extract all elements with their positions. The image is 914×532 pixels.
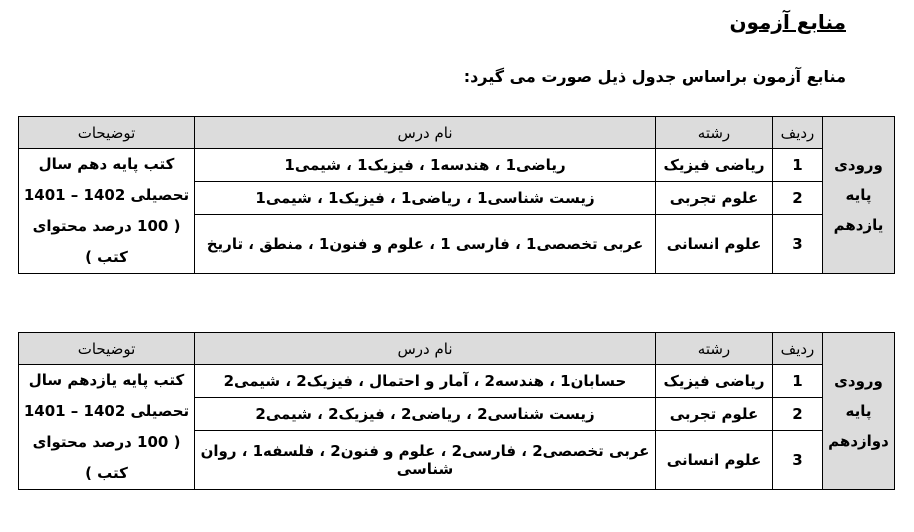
table-header-row [19,117,895,149]
header-row-number: ردیف [773,117,823,149]
field-name: علوم انسانی [656,215,773,274]
header-field: رشته [656,117,773,149]
description-line: تحصیلی 1402 – 1401 [23,402,190,420]
header-row-number: ردیف [773,333,823,365]
description-line: ( 100 درصد محتوای [32,433,181,451]
description-line: ( 100 درصد محتوای [32,217,181,235]
header-lessons: نام درس [195,333,656,365]
entry-line: ورودی [834,156,883,174]
description-line: کتب پایه دهم سال [38,155,175,173]
header-field: رشته [656,333,773,365]
entry-line: یازدهم [833,216,884,234]
field-name: علوم تجربی [656,182,773,215]
entry-grade-cell [823,117,895,274]
lesson-list: زیست شناسی1 ، ریاضی1 ، فیزیک1 ، شیمی1 [195,182,656,215]
header-description: توضیحات [19,117,195,149]
entry-line: دوازدهم [828,432,889,450]
field-name: علوم انسانی [656,431,773,490]
description-line: کتب پایه یازدهم سال [28,371,185,389]
field-name: ریاضی فیزیک [656,149,773,182]
entry-line: ورودی [834,372,883,390]
lesson-list: عربی تخصصی1 ، فارسی 1 ، علوم و فنون1 ، منطق ، تاریخ [195,215,656,274]
table-row [19,365,895,398]
entry-line: پایه [845,402,872,420]
row-number: 1 [773,149,823,182]
field-name: ریاضی فیزیک [656,365,773,398]
description-line: کتب ) [85,464,128,482]
table-header-row [19,333,895,365]
entry-grade-cell [823,333,895,490]
row-number: 1 [773,365,823,398]
description-cell [19,365,195,490]
sources-table-grade-12 [18,332,895,490]
field-name: علوم تجربی [656,398,773,431]
intro-text: منابع آزمون براساس جدول ذیل صورت می گیرد: [463,67,846,86]
lesson-list: زیست شناسی2 ، ریاضی2 ، فیزیک2 ، شیمی2 [195,398,656,431]
sources-table-grade-11 [18,116,895,274]
header-description: توضیحات [19,333,195,365]
lesson-list: ریاضی1 ، هندسه1 ، فیزیک1 ، شیمی1 [195,149,656,182]
table-row [19,149,895,182]
lesson-list: عربی تخصصی2 ، فارسی2 ، علوم و فنون2 ، فلسفه1 ، روان شناسی [195,431,656,490]
row-number: 2 [773,398,823,431]
entry-line: پایه [845,186,872,204]
row-number: 3 [773,431,823,490]
lesson-list: حسابان1 ، هندسه2 ، آمار و احتمال ، فیزیک2 ، شیمی2 [195,365,656,398]
row-number: 3 [773,215,823,274]
page-heading: منابع آزمون [729,10,846,34]
row-number: 2 [773,182,823,215]
description-cell [19,149,195,274]
header-lessons: نام درس [195,117,656,149]
description-line: کتب ) [85,248,128,266]
description-line: تحصیلی 1402 – 1401 [23,186,190,204]
